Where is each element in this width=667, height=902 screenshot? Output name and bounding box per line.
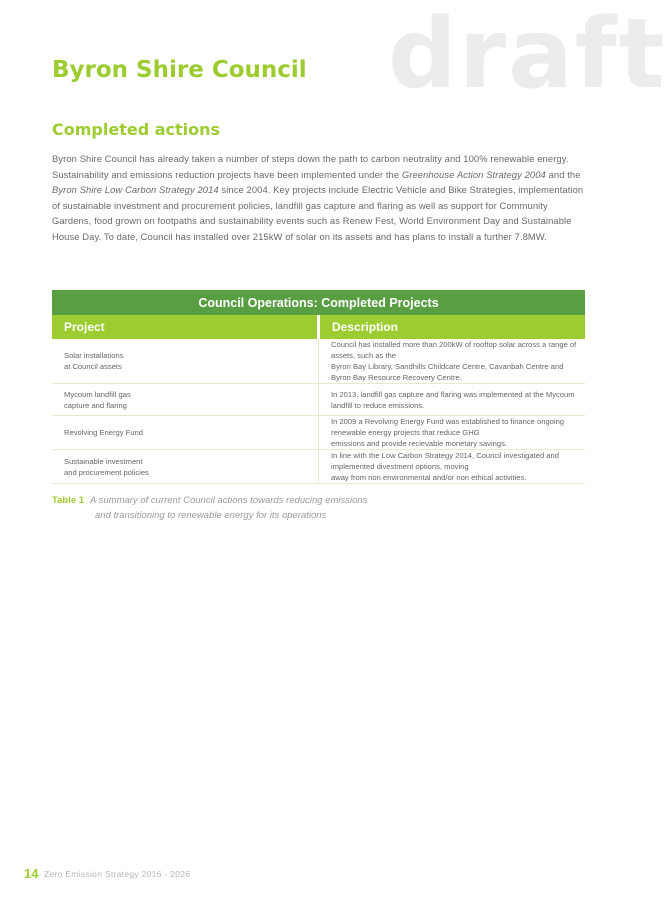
org-title: Byron Shire Council [52, 57, 307, 83]
table-caption [52, 493, 367, 523]
table-row [52, 416, 585, 450]
description-line: Council has installed more than 200kW of rooftop solar across a range of assets, such as the [331, 340, 577, 360]
intro-italic-1: Greenhouse Action Strategy 2004 [401, 168, 546, 180]
table-row [52, 384, 585, 416]
table-title: Council Operations: Completed Projects [52, 290, 585, 315]
description-cell [319, 384, 586, 416]
project-line: Sustainable investment [64, 456, 143, 466]
footer-doc-title: Zero Emission Strategy 2016 - 2026 [44, 869, 191, 879]
description-cell [319, 450, 586, 484]
section-heading: Completed actions [52, 120, 221, 139]
description-cell [319, 339, 586, 384]
description-line: In line with the Low Carbon Strategy 2014, Council investigated and implemented divestment options, moving [331, 451, 559, 471]
description-line: Byron Bay Library, Sandhills Childcare Centre, Cavanbah Centre and Byron Bay Resource Recovery Centre. [331, 362, 564, 382]
project-cell [52, 450, 319, 484]
project-line: and procurement policies [64, 467, 149, 477]
table-row [52, 450, 585, 484]
project-line: Revolving Energy Fund [64, 428, 143, 437]
page-number: 14 [24, 866, 39, 881]
table-caption-label: Table 1 [52, 495, 85, 506]
intro-italic-2: Byron Shire Low Carbon Strategy 2014 [52, 184, 219, 196]
intro-text-3: since 2004. Key projects include Electric Vehicle and Bike Strategies, implementation of sustainable investment and procurement policies, landfill gas capture and flaring as well as support for Community Gardens, food grown on footpaths and sustainability events such as Renew Fest, World Environment Day and Sustainable House Day. To date, Council has installed over 215kW of solar on its assets and has plans to install a further 7.8MW. [52, 184, 584, 242]
description-line: emissions and provide recievable monetary savings. [331, 439, 508, 448]
completed-projects-table [52, 290, 585, 484]
project-cell [52, 416, 319, 450]
table-caption-line-1: A summary of current Council actions towards reducing emissions [90, 495, 368, 506]
description-line: In 2009 a Revolving Energy Fund was established to finance ongoing renewable energy projects that reduce GHG [331, 417, 565, 437]
table-caption-line-2: and transitioning to renewable energy for its operations [95, 510, 327, 521]
description-line: away from non environmental and/or non ethical activities. [331, 473, 527, 482]
project-line: Solar installations [64, 351, 124, 360]
project-cell [52, 339, 319, 384]
draft-watermark: draft [388, 0, 667, 110]
project-line: capture and flaring [64, 400, 127, 410]
project-line: Mycoum landfill gas [64, 389, 131, 399]
intro-text-1: Byron Shire Council has already taken a number of steps down the path to carbon neutrality and 100% renewable energy. Sustainability and emissions reduction projects have been implemented under the [52, 153, 569, 180]
project-line: at Council assets [64, 362, 122, 371]
description-cell [319, 416, 586, 450]
description-line: In 2013, landfill gas capture and flaring was implemented at the Mycoum landfill to reduce emissions. [331, 389, 575, 410]
column-header-description: Description [319, 315, 586, 339]
project-cell [52, 384, 319, 416]
column-header-project: Project [52, 315, 319, 339]
intro-paragraph [52, 151, 587, 245]
intro-text-2: and the [545, 168, 581, 180]
table-row [52, 339, 585, 384]
